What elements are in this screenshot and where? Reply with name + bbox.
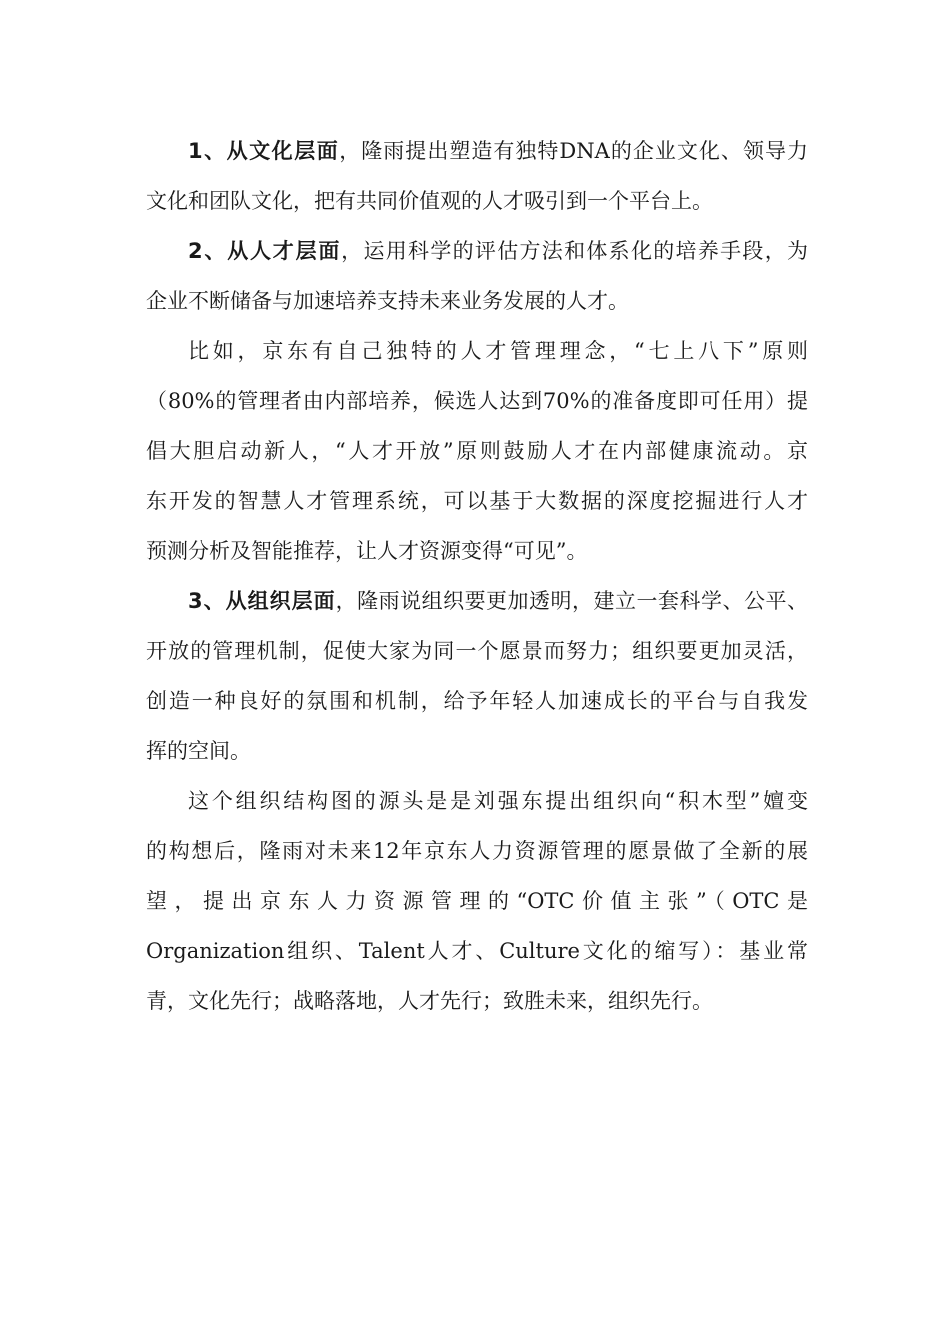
paragraph-line: 3、从组织层面，隆雨说组织要更加透明，建立一套科学、公平、	[188, 589, 808, 613]
paragraph-organization	[146, 576, 808, 776]
paragraph-line: 企业不断储备与加速培养支持未来业务发展的人才。	[146, 289, 629, 313]
paragraph-lead: 1、从文化层面	[188, 139, 340, 163]
paragraph-line: 倡大胆启动新人，“人才开放”原则鼓励人才在内部健康流动。京	[146, 439, 808, 463]
paragraph-line: 文化和团队文化，把有共同价值观的人才吸引到一个平台上。	[146, 189, 713, 213]
paragraph-line: 东开发的智慧人才管理系统，可以基于大数据的深度挖掘进行人才	[146, 489, 808, 513]
paragraph-line: 这个组织结构图的源头是是刘强东提出组织向“积木型”嬗变	[188, 789, 808, 813]
document-body	[146, 126, 808, 1026]
paragraph-line: （80%的管理者由内部培养，候选人达到70%的准备度即可任用）提	[146, 389, 808, 413]
paragraph-line: 比如，京东有自己独特的人才管理理念，“七上八下”原则	[188, 339, 808, 363]
paragraph-line: Organization组织、Talent人才、Culture文化的缩写）：基业常	[146, 939, 808, 963]
paragraph-line: 开放的管理机制，促使大家为同一个愿景而努力；组织要更加灵活，	[146, 639, 808, 663]
paragraph-otc	[146, 776, 808, 1026]
paragraph-line: 创造一种良好的氛围和机制，给予年轻人加速成长的平台与自我发	[146, 689, 808, 713]
paragraph-line: 挥的空间。	[146, 739, 251, 763]
paragraph-lead: 3、从组织层面	[188, 589, 336, 613]
paragraph-line: 的构想后，隆雨对未来12年京东人力资源管理的愿景做了全新的展	[146, 839, 808, 863]
paragraph-talent	[146, 226, 808, 326]
paragraph-line: 预测分析及智能推荐，让人才资源变得“可见”。	[146, 539, 588, 563]
paragraph-line: 青，文化先行；战略落地，人才先行；致胜未来，组织先行。	[146, 989, 713, 1013]
paragraph-lead: 2、从人才层面	[188, 239, 342, 263]
paragraph-example	[146, 326, 808, 576]
paragraph-line: 1、从文化层面，隆雨提出塑造有独特DNA的企业文化、领导力	[188, 139, 808, 163]
paragraph-line: 2、从人才层面，运用科学的评估方法和体系化的培养手段，为	[188, 239, 808, 263]
paragraph-line: 望，提出京东人力资源管理的“OTC价值主张”（OTC是	[146, 889, 808, 913]
paragraph-culture	[146, 126, 808, 226]
